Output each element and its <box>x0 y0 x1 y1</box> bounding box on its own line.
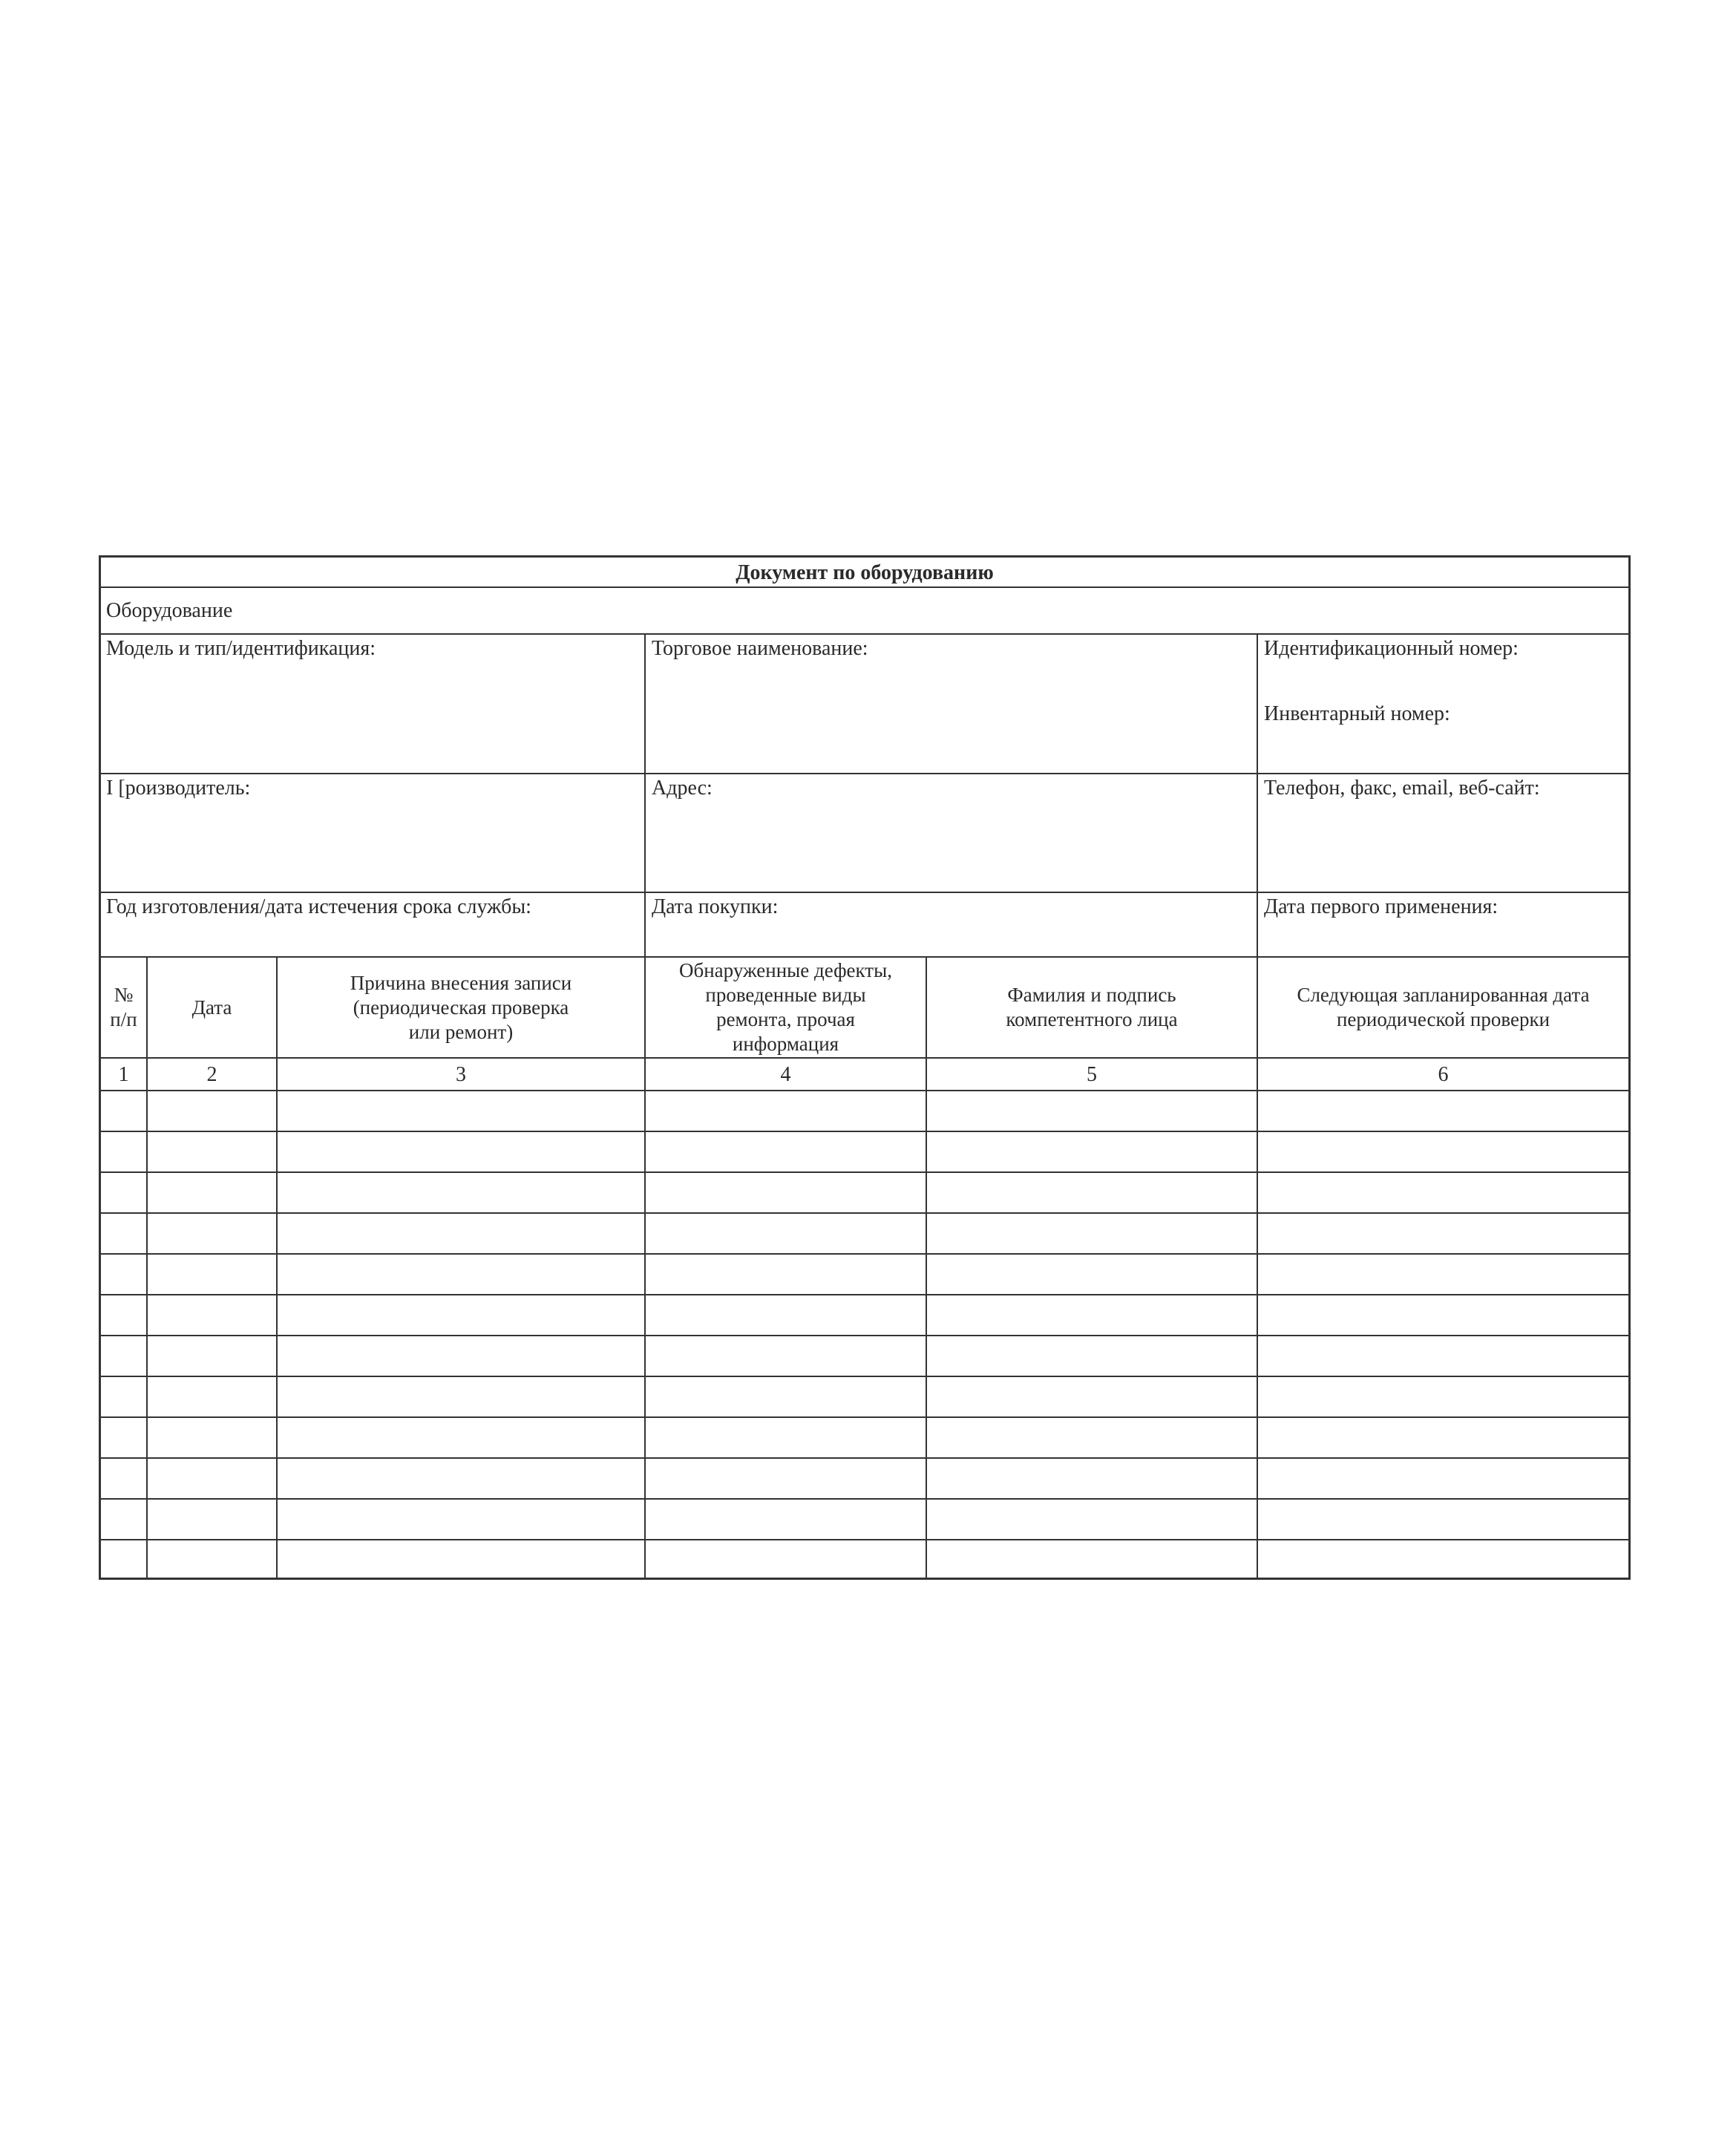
equipment-label: Оборудование <box>106 599 233 622</box>
column-number-2: 2 <box>206 1063 217 1086</box>
column-divider <box>1257 956 1258 1578</box>
divider <box>101 1057 1628 1059</box>
trade-name-field-label: Торговое наименование: <box>652 637 868 660</box>
id-number-field-label: Идентификационный номер: <box>1264 637 1519 660</box>
table-row-divider <box>101 1498 1628 1500</box>
table-row-divider <box>101 1131 1628 1132</box>
divider <box>101 1090 1628 1091</box>
divider <box>101 633 1628 635</box>
manufacture-year-field-label: Год изготовления/дата истечения срока службы: <box>106 895 531 918</box>
inventory-number-field-label: Инвентарный номер: <box>1264 702 1450 725</box>
column-divider <box>276 956 278 1578</box>
divider <box>101 586 1628 588</box>
column-divider <box>644 633 646 956</box>
column-header-reason: Причина внесения записи (периодическая проверка или ремонт) <box>350 971 572 1043</box>
model-field-label: Модель и тип/идентификация: <box>106 637 376 660</box>
first-use-date-field-label: Дата первого применения: <box>1264 895 1498 918</box>
table-row-divider <box>101 1171 1628 1173</box>
divider <box>101 892 1628 893</box>
column-header-date: Дата <box>191 996 232 1019</box>
document-title: Документ по оборудованию <box>736 561 994 584</box>
column-divider <box>1257 633 1258 956</box>
table-row-divider <box>101 1539 1628 1540</box>
column-number-4: 4 <box>780 1063 791 1086</box>
column-header-next-check: Следующая запланированная дата периодической проверки <box>1297 984 1590 1030</box>
contacts-field-label: Телефон, факс, email, веб-сайт: <box>1264 777 1540 800</box>
table-row-divider <box>101 1253 1628 1255</box>
divider <box>101 773 1628 774</box>
column-header-defects: Обнаруженные дефекты, проведенные виды ремонта, прочая информация <box>679 959 892 1055</box>
table-row-divider <box>101 1212 1628 1214</box>
table-row-divider <box>101 1294 1628 1295</box>
manufacturer-field-label: I [роизводитель: <box>106 777 251 800</box>
column-number-6: 6 <box>1438 1063 1449 1086</box>
column-header-responsible: Фамилия и подпись компетентного лица <box>1006 984 1178 1030</box>
column-divider <box>644 956 646 1578</box>
column-number-5: 5 <box>1087 1063 1097 1086</box>
table-row-divider <box>101 1457 1628 1459</box>
column-number-3: 3 <box>456 1063 466 1086</box>
equipment-document-form <box>99 555 1631 1580</box>
column-divider <box>926 956 927 1578</box>
column-header-number: № п/п <box>110 984 137 1030</box>
table-row-divider <box>101 1335 1628 1336</box>
table-row-divider <box>101 1376 1628 1377</box>
column-divider <box>146 956 148 1578</box>
address-field-label: Адрес: <box>652 777 713 800</box>
purchase-date-field-label: Дата покупки: <box>652 895 779 918</box>
table-row-divider <box>101 1416 1628 1418</box>
column-number-1: 1 <box>118 1063 129 1086</box>
